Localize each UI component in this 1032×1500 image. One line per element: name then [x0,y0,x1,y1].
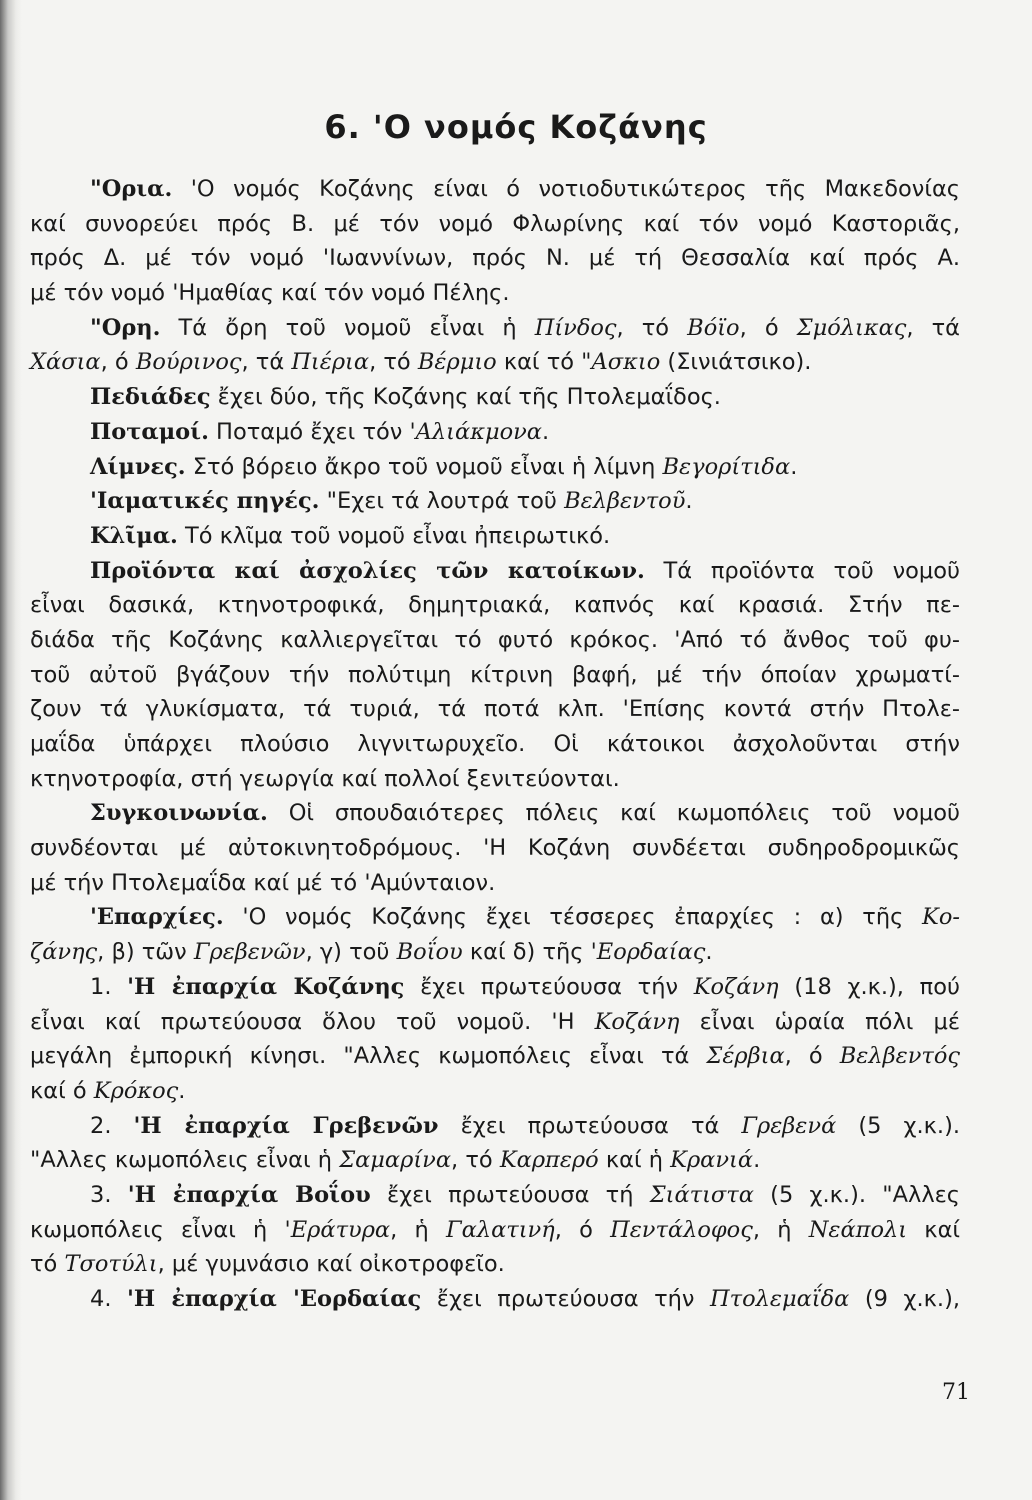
text-line [30,1005,960,1040]
place-name: Νεάπολι [808,1216,908,1243]
text-run: καί τό [496,349,582,376]
text-run: μέ τόν νομό 'Ημαθίας καί τόν νομό Πέλης. [30,280,510,307]
text-line [30,415,960,450]
section-heading: 'Η ἐπαρχία Κοζάνης [127,973,405,1000]
section-heading: 'Επαρχίες. [90,904,224,931]
place-name: Κρανιά [670,1147,754,1174]
section-heading: Προϊόντα καί ἀσχολίες τῶν κατοίκων. [90,557,645,584]
text-run: καί [907,1216,961,1243]
text-line [30,519,960,554]
text-line [30,588,960,623]
place-name: Βούρινος [135,349,242,376]
text-run: , ό [100,349,136,376]
text-run: εἶναι ὡραία πόλι μέ [679,1008,960,1035]
place-name: Κοζάνη [693,973,779,1000]
text-run: (5 χ.κ.). [836,1112,960,1139]
place-name: Πεντάλοφος [610,1216,753,1243]
text-run: 2. [90,1112,134,1139]
text-run: τοῦ αὐτοῦ βγάζουν τήν πολύτιμη κίτρινη βαφή, μέ τήν όποίαν χρωματί- [30,661,960,688]
place-name: Σμόλικας [796,314,907,341]
text-run: 3. [90,1181,128,1208]
text-run: . [685,488,693,515]
text-run: κτηνοτροφία, στή γεωργία καί πολλοί ξενιτεύονται. [30,765,620,792]
place-name: 'Εράτυρα [284,1216,391,1243]
text-run: Ποταμό ἔχει τόν [208,418,410,445]
text-run: . [790,453,798,480]
text-line [30,276,960,311]
section-heading: 'Ιαματικές πηγές. [90,488,320,515]
place-name: Γρεβενά [741,1112,837,1139]
text-run: καί ἡ [598,1147,671,1174]
text-run: πρός Δ. μέ τόν νομό 'Ιωαννίνων, πρός Ν. μέ τή Θεσσαλία καί πρός Α. [30,245,960,272]
text-line [30,1213,960,1248]
section-heading: Πεδιάδες [90,384,211,411]
text-line [30,727,960,762]
text-line [30,484,960,519]
text-run: Τό κλῖμα τοῦ νομοῦ εἶναι ἠπειρωτικό. [177,522,611,549]
text-line [30,623,960,658]
text-run: (18 χ.κ.), πού [778,973,960,1000]
text-line [30,900,960,935]
text-line [30,692,960,727]
text-run: "Εχει τά λουτρά τοῦ [319,488,565,515]
text-run: 'Ο νομός Κοζάνης είναι ό νοτιοδυτικώτερος τῆς Μακεδονίας [172,176,960,202]
text-run: , τό [616,314,688,341]
text-run: , γ) τοῦ [305,939,397,966]
text-line [30,207,960,242]
section-heading: Λίμνες. [90,453,186,480]
text-run: εἶναι δασικά, κτηνοτροφικά, δημητριακά, καπνός καί κρασιά. Στήν πε- [30,592,960,619]
text-run: μεγάλη ἐμπορική κίνησι. "Αλλες κωμοπόλεις εἶναι τά [30,1043,707,1070]
text-run: , ό [784,1043,840,1070]
text-run: , ἡ [752,1216,809,1243]
text-run: . [542,418,550,445]
text-run: Τά προϊόντα τοῦ νομοῦ [644,557,961,584]
section-heading: 'Η ἐπαρχία Γρεβενῶν [133,1112,439,1139]
section-heading: "Ορια. [90,176,173,202]
section-heading: Συγκοινωνία. [90,800,268,827]
place-name: 'Αλιάκμονα [409,418,542,445]
text-run: . [753,1147,761,1174]
text-run: , τά [906,314,961,341]
text-line [30,935,960,970]
text-line [30,762,960,797]
body-text [30,172,960,1317]
text-line [30,658,960,693]
section-heading: Ποταμοί. [90,418,209,445]
place-name: Βόϊο [687,314,740,341]
text-line [30,380,960,415]
text-run: τό [30,1251,65,1278]
text-line [30,1039,960,1074]
text-run: , ό [739,314,797,341]
text-line [30,796,960,831]
section-heading: "Ορη. [90,314,161,341]
place-name: Γαλατινή [446,1216,555,1243]
text-run: (5 χ.κ.). "Αλλες [753,1181,960,1208]
text-line [30,241,960,276]
text-run: Οἱ σπουδαιότερες πόλεις καί κωμοπόλεις τοῦ νομοῦ [267,800,960,827]
text-run: , τό [369,349,418,376]
text-run: , τό [451,1147,500,1174]
place-name: Βέρμιο [417,349,497,376]
text-line [30,1247,960,1282]
place-name: Καρπερό [499,1147,599,1174]
text-run: καί συνορεύει πρός Β. μέ τόν νομό Φλωρίνης καί τόν νομό Καστοριᾶς, [30,210,960,237]
text-run: , ἡ [390,1216,446,1243]
place-name: Τσοτύλι [64,1251,158,1278]
text-line [30,1178,960,1213]
text-run: καί δ) τῆς [462,939,591,966]
text-line [30,1143,960,1178]
place-name: Βελβεντός [839,1043,960,1070]
text-run: 4. [90,1286,128,1312]
place-name: Βελβεντοῦ [564,488,686,515]
text-line [30,1282,960,1317]
text-run: ζουν τά γλυκίσματα, τά τυριά, τά ποτά κλπ. 'Επίσης κοντά στήν Πτολε- [30,696,960,723]
place-name: ζάνης [30,939,98,966]
text-run: 1. [90,973,128,1000]
text-run: μέ τήν Πτολεμαΐδα καί μέ τό 'Αμύνταιον. [30,869,496,896]
place-name: 'Εορδαίας [590,939,706,966]
text-run: (9 χ.κ.), [849,1286,961,1312]
text-run: Τά ὄρη τοῦ νομοῦ εἶναι ἡ [160,314,535,341]
place-name: Γρεβενῶν [193,939,306,966]
text-line [30,866,960,901]
text-line [30,450,960,485]
text-line [30,831,960,866]
text-line [30,172,960,207]
place-name: Κο- [922,904,960,931]
text-run: (Σινιάτσικο). [660,349,812,376]
text-run: καί ό [30,1077,94,1104]
text-run: εἶναι καί πρωτεύουσα ὅλου τοῦ νομοῦ. 'Η [30,1008,595,1035]
place-name: Κοζάνη [594,1008,680,1035]
place-name: Πτολεμαΐδα [710,1286,850,1312]
section-heading: Κλῖμα. [90,522,178,549]
place-name: Κρόκος [93,1077,179,1104]
place-name: Σιάτιστα [649,1181,754,1208]
text-run: μαΐδα ὑπάρχει πλούσιο λιγνιτωρυχεῖο. Οἱ κάτοικοι ἀσχολοῦνται στήν [30,731,960,757]
place-name: Βεγορίτιδα [662,453,791,480]
text-line [30,345,960,380]
text-run: ἔχει πρωτεύουσα τή [370,1181,650,1208]
text-run: διάδα τῆς Κοζάνης καλλιεργεῖται τό φυτό κρόκος. 'Από τό ἄνθος τοῦ φυ- [30,626,960,653]
text-run: συνδέονται μέ αὐτοκινητοδρόμους. 'Η Κοζάνη συνδέεται συδηροδρομικῶς [30,835,960,862]
place-name: Βοΐου [396,939,463,966]
page-spine-shadow [0,0,22,1500]
text-line [30,970,960,1005]
text-line [30,311,960,346]
text-run: , μέ γυμνάσιο καί οἰκοτροφεῖο. [157,1251,505,1278]
text-run: ἔχει πρωτεύουσα τήν [421,1286,710,1312]
text-run: , τά [241,349,292,376]
text-run: 'Ο νομός Κοζάνης ἔχει τέσσερες ἐπαρχίες : α) τῆς [223,904,923,931]
section-heading: 'Η ἐπαρχία 'Εορδαίας [127,1286,422,1312]
text-run: "Αλλες κωμοπόλεις εἶναι ἡ [30,1147,340,1174]
text-run: ἔχει πρωτεύουσα τά [438,1112,742,1139]
text-run: ἔχει δύο, τῆς Κοζάνης καί τῆς Πτολεμαΐδος. [210,384,721,411]
place-name: Σαμαρίνα [339,1147,452,1174]
text-run: Στό βόρειο ἄκρο τοῦ νομοῦ εἶναι ἡ λίμνη [185,453,663,480]
text-run: . [705,939,713,966]
place-name: Σέρβια [706,1043,785,1070]
place-name: Χάσια [30,349,101,376]
text-run: . [178,1077,186,1104]
text-run: , ό [554,1216,611,1243]
text-line [30,1074,960,1109]
text-line [30,554,960,589]
text-run: ἔχει πρωτεύουσα τήν [404,973,694,1000]
section-heading: 'Η ἐπαρχία Βοΐου [127,1181,371,1208]
text-run: κωμοπόλεις εἶναι ἡ [30,1216,285,1243]
text-run: , β) τῶν [97,939,194,966]
text-line [30,1109,960,1144]
place-name: "Ασκιο [581,349,661,376]
page-number: 71 [942,1380,970,1405]
place-name: Πίνδος [534,314,617,341]
place-name: Πιέρια [291,349,370,376]
page-title: 6. 'Ο νομός Κοζάνης [324,108,708,146]
